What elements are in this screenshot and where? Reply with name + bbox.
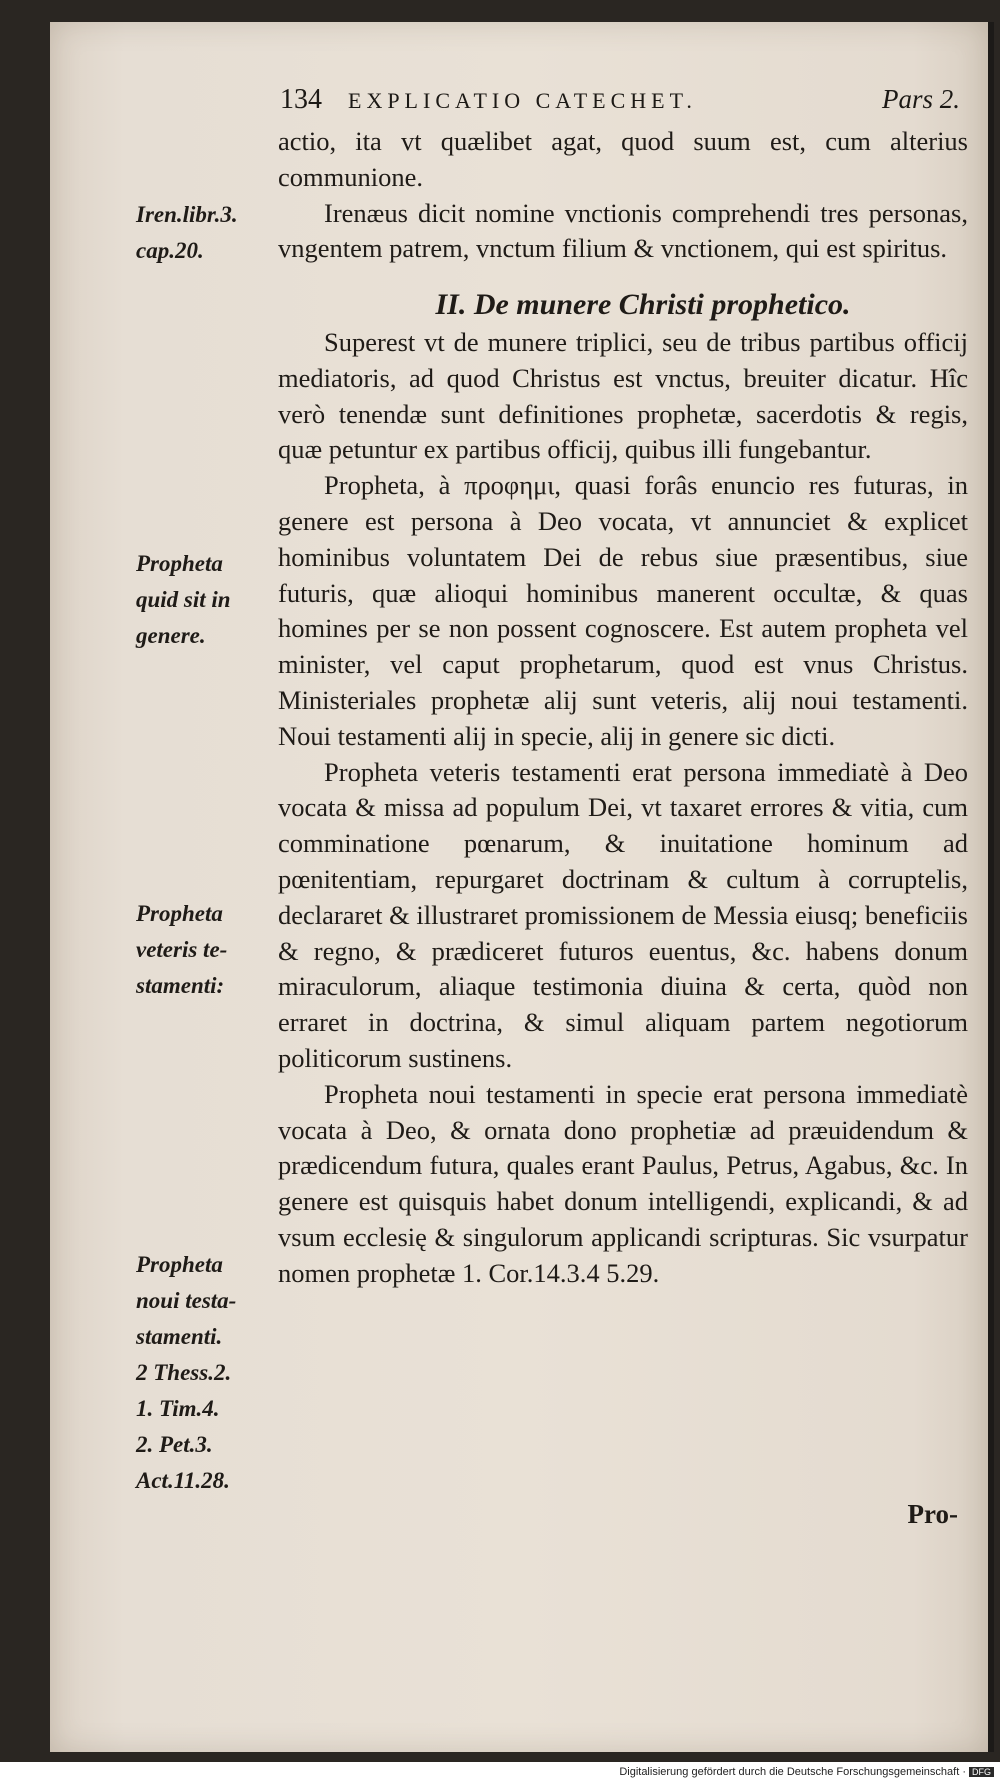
margin-note-veteris-line2: veteris te-	[136, 937, 228, 962]
margin-note-noui-line1: Propheta	[136, 1252, 223, 1277]
paragraph-irenaeus: Irenæus dicit nomine vnctionis comprehendi tres personas, vngentem patrem, vnctum filium & vnctionem, qui est spiritus.	[278, 197, 968, 264]
paragraph-propheta-genere: Propheta, à προφημι, quasi forâs enuncio res futuras, in genere est persona à Deo vocata, vt annunciet & explicet hominibus voluntatem Dei de rebus siue præsentibus, siue futuris, quæ alioqui hominibus manerent occultæ, & quas homines per se non possent cognoscere. Est autem propheta vel minister, vel caput prophetarum, quod est vnus Christus. Ministeriales prophetæ alij sunt veteris, alij noui testamenti. Noui testamenti alij in specie, alij in genere sic dicti.	[278, 470, 968, 751]
main-text	[278, 124, 968, 1292]
running-title: EXPLICATIO CATECHET.	[348, 88, 697, 113]
margin-note-iren-line2: cap.20.	[136, 238, 204, 263]
paragraph-propheta-noui: Propheta noui testamenti in specie erat persona immediatè vocata à Deo, & ornata dono prophetiæ ad præuidendum & prædicendum futura, quales erant Paulus, Petrus, Agabus, &c. In genere est quisquis habet donum intelligendi, explicandi, & ad vsum ecclesię & singulorum applicandi scripturas. Sic vsurpatur nomen prophetæ 1. Cor.14.3.4 5.29.	[278, 1078, 968, 1288]
running-header	[280, 84, 970, 124]
dfg-logo: DFG	[969, 1767, 994, 1777]
margin-note-noui-line3: stamenti.	[136, 1324, 223, 1349]
margin-note-veteris-line1: Propheta	[136, 901, 223, 926]
part-label: Pars 2.	[881, 84, 960, 114]
section-heading: II. De munere Christi prophetico.	[435, 288, 851, 322]
margin-note-ref-act: Act.11.28.	[136, 1468, 230, 1493]
margin-note-genere-line2: quid sit in	[136, 587, 231, 612]
page-number: 134	[280, 84, 322, 115]
catchword: Pro-	[907, 1499, 958, 1529]
margin-note-veteris-line3: stamenti:	[136, 973, 225, 998]
paragraph-propheta-veteris: Propheta veteris testamenti erat persona immediatè à Deo vocata & missa ad populum Dei, vt taxaret errores & vitia, cum comminatione pœnarum, & inuitatione hominum ad pœnitentiam, repurgaret doctrinam & cultum à corruptelis, declararet & illustraret promissionem de Messia eiusq; beneficiis & regno, & prædiceret futuros euentus, &c. habens donum miraculorum, aliaque testimonia diuina & certa, quòd non erraret in doctrina, & simul aliquam partem negotiorum politicorum sustinens.	[278, 756, 968, 1073]
margin-note-ref-thess: 2 Thess.2.	[136, 1360, 232, 1385]
credit-text: Digitalisierung gefördert durch die Deutsche Forschungsgemeinschaft ·	[619, 1766, 966, 1778]
margin-note-iren-line1: Iren.libr.3.	[136, 202, 238, 227]
paragraph-superest: Superest vt de munere triplici, seu de tribus partibus officij mediatoris, ad quod Christus est vnctus, breuiter dicatur. Hîc verò tenendæ sunt definitiones prophetæ, sacerdotis & regis, quæ petuntur ex partibus officij, quibus illi fungebantur.	[278, 326, 968, 465]
paragraph-continuation: actio, ita vt quælibet agat, quod suum est, cum alterius communione.	[278, 126, 968, 192]
margin-note-ref-pet: 2. Pet.3.	[136, 1432, 213, 1457]
margin-note-noui-line2: noui testa-	[136, 1288, 237, 1313]
margin-note-genere-line3: genere.	[136, 623, 206, 648]
margin-note-ref-tim: 1. Tim.4.	[136, 1396, 220, 1421]
margin-note-genere-line1: Propheta	[136, 551, 223, 576]
digitization-credit	[619, 1766, 994, 1778]
